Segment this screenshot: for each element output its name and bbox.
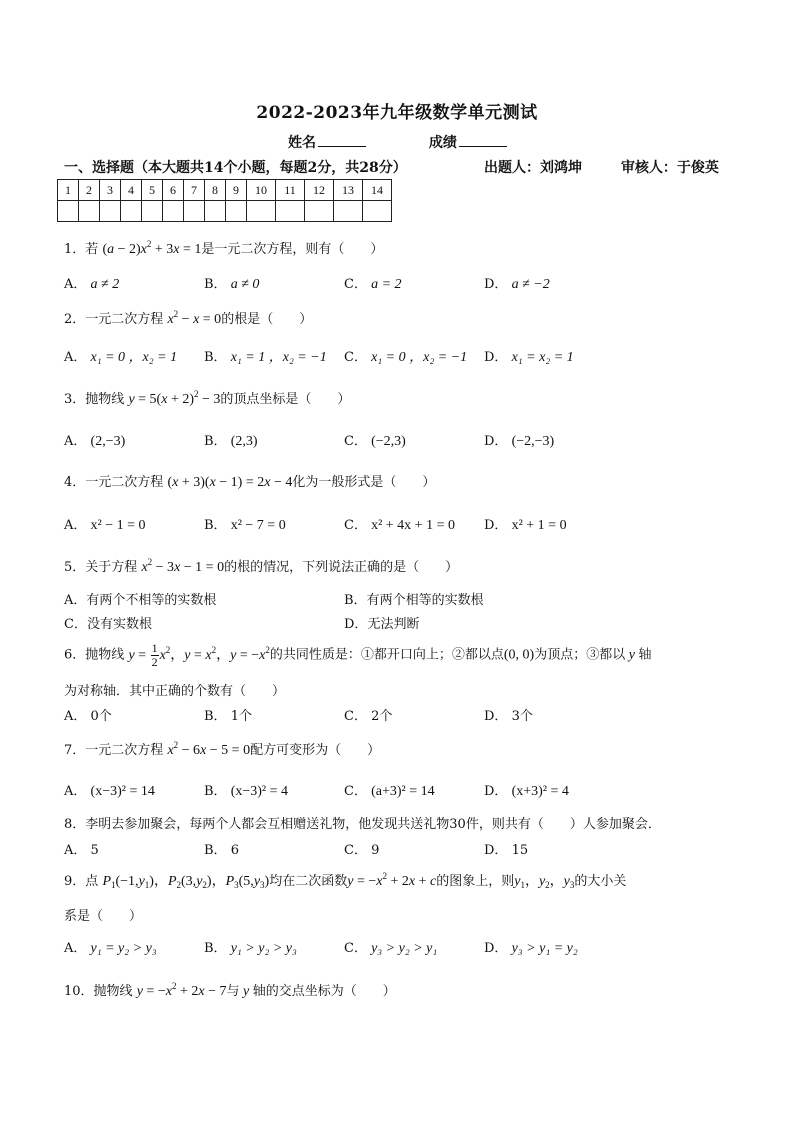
option-a[interactable]: A． 0个: [64, 709, 112, 724]
author-label: 出题人：刘鸿坤: [484, 160, 582, 176]
option-c[interactable]: C． 2个: [344, 709, 393, 724]
answer-cell[interactable]: [226, 201, 247, 222]
option-d[interactable]: D． x₁ = x₂ = 1: [484, 350, 574, 365]
option-b[interactable]: B． (x−3)² = 4: [204, 784, 289, 799]
equation: $y = -x^2 + 2x + c$: [347, 871, 437, 889]
option-d[interactable]: D． x² + 1 = 0: [484, 518, 567, 533]
answer-cell[interactable]: [163, 201, 184, 222]
answer-cell[interactable]: [142, 201, 163, 222]
answer-grid-num: 3: [100, 180, 121, 201]
question-7-options: [64, 780, 744, 798]
question-9-options: [64, 937, 744, 955]
option-b[interactable]: B． 6: [204, 843, 239, 858]
answer-grid-input-row: [58, 201, 392, 222]
question-5-options-row1: [64, 589, 744, 607]
question-4-options: [64, 514, 744, 532]
question-7: 7．一元二次方程 $x^2 - 6x - 5 = 0$配方可变形为（ ）: [64, 740, 381, 758]
option-d[interactable]: D． a ≠ −2: [484, 277, 550, 292]
section-title: 一、选择题（本大题共14个小题，每题2分，共28分）: [64, 160, 407, 176]
option-b[interactable]: B． (2,3): [204, 434, 258, 449]
answer-cell[interactable]: [58, 201, 79, 222]
question-number: 10．: [64, 984, 94, 999]
score-label: 成绩: [428, 135, 457, 151]
answer-cell[interactable]: [100, 201, 121, 222]
option-d[interactable]: D． 3个: [484, 709, 533, 724]
question-number: 5．: [64, 560, 86, 575]
answer-grid-num: 5: [142, 180, 163, 201]
option-a[interactable]: A． (2,−3): [64, 434, 126, 449]
equation: $x^2 - 6x - 5 = 0$: [167, 740, 251, 758]
option-c[interactable]: C． 9: [344, 843, 380, 858]
answer-grid-num: 7: [184, 180, 205, 201]
question-number: 9．: [64, 874, 86, 889]
question-2: 2．一元二次方程 $x^2 - x = 0$的根是（ ）: [64, 309, 313, 327]
option-d[interactable]: D． y₃ > y₁ = y₂: [484, 941, 578, 956]
question-6-line2: 为对称轴．其中正确的个数有（ ）: [64, 684, 286, 699]
option-d[interactable]: D． (x+3)² = 4: [484, 784, 569, 799]
answer-grid-num: 14: [363, 180, 392, 201]
question-number: 2．: [64, 312, 86, 327]
answer-cell[interactable]: [247, 201, 276, 222]
option-c[interactable]: C．没有实数根: [64, 617, 152, 632]
option-c[interactable]: C． y₃ > y₂ > y₁: [344, 941, 438, 956]
equation: $y = -x^2 + 2x - 7$: [136, 981, 227, 999]
answer-grid-num: 8: [205, 180, 226, 201]
question-number: 7．: [64, 743, 86, 758]
question-number: 1．: [64, 242, 86, 257]
option-c[interactable]: C． x² + 4x + 1 = 0: [344, 518, 455, 533]
equation: $x^2 - x = 0$: [167, 309, 222, 327]
option-a[interactable]: A． 5: [64, 843, 99, 858]
question-8: 8．李明去参加聚会，每两个人都会互相赠送礼物，他发现共送礼物30件，则共有（ ）人参加聚会．: [64, 817, 661, 832]
option-b[interactable]: B．有两个相等的实数根: [344, 593, 484, 608]
equation: y = $\frac{1}{2}$ $x^2$，$y = x^2$，$y = -x^2$: [128, 641, 270, 669]
option-d[interactable]: D． (−2,−3): [484, 434, 555, 449]
answer-grid-num: 13: [334, 180, 363, 201]
answer-grid-num: 2: [79, 180, 100, 201]
answer-grid-num: 6: [163, 180, 184, 201]
option-a[interactable]: A． a ≠ 2: [64, 277, 120, 292]
question-10: 10．抛物线 $y = -x^2 + 2x - 7$与 y 轴的交点坐标为（ ）: [64, 981, 396, 999]
option-c[interactable]: C． (−2,3): [344, 434, 406, 449]
option-d[interactable]: D．无法判断: [344, 617, 420, 632]
answer-grid-num: 11: [276, 180, 305, 201]
question-8-options: [64, 839, 744, 857]
question-number: 6．: [64, 647, 86, 663]
answer-grid-num: 10: [247, 180, 276, 201]
answer-grid-num: 12: [305, 180, 334, 201]
score-blank[interactable]: [459, 134, 507, 147]
answer-cell[interactable]: [205, 201, 226, 222]
answer-grid-num: 1: [58, 180, 79, 201]
equation: $(a - 2)x^2 + 3x = 1$: [102, 239, 202, 257]
name-label: 姓名: [288, 135, 316, 151]
answer-grid: [57, 179, 392, 222]
option-b[interactable]: B． a ≠ 0: [204, 277, 260, 292]
question-4: 4．一元二次方程 (x + 3)(x − 1) = 2x − 4化为一般形式是（ ）: [64, 475, 436, 490]
name-score-bar: [288, 132, 507, 152]
option-c[interactable]: C． (a+3)² = 14: [344, 784, 435, 799]
question-5: 5．关于方程 $x^2 - 3x - 1 = 0$的根的情况，下列说法正确的是（ ）: [64, 557, 459, 575]
option-a[interactable]: A． x₁ = 0 ，x₂ = 1: [64, 350, 178, 365]
option-a[interactable]: A．有两个不相等的实数根: [64, 593, 217, 608]
question-number: 8．: [64, 817, 86, 832]
question-2-options: [64, 346, 744, 364]
equation: $x^2 - 3x - 1 = 0$: [141, 557, 225, 575]
question-3-options: [64, 430, 744, 448]
answer-cell[interactable]: [276, 201, 305, 222]
equation: $y = 5(x + 2)^2 - 3$: [128, 389, 221, 407]
option-a[interactable]: A． x² − 1 = 0: [64, 518, 146, 533]
name-blank[interactable]: [318, 134, 366, 147]
question-9: 9．点 $P_1(-1,y_1)$，$P_2(3,y_2)$，$P_3(5,y_3)$均在二次函数$y = -x^2 + 2x + c$的图象上，则$y_1$，$y_2$，$y_3$的大小关: [64, 871, 627, 890]
option-b[interactable]: B． x² − 7 = 0: [204, 518, 286, 533]
question-6: 6．抛物线 y = $\frac{1}{2}$ $x^2$，$y = x^2$，$y = -x^2$的共同性质是：①都开口向上；②都以点(0, 0)为顶点；③都以 y 轴: [64, 641, 652, 669]
points: $P_1(-1,y_1)$，$P_2(3,y_2)$，$P_3(5,y_3)$: [102, 874, 270, 890]
answer-cell[interactable]: [334, 201, 363, 222]
answer-cell[interactable]: [305, 201, 334, 222]
answer-cell[interactable]: [184, 201, 205, 222]
option-c[interactable]: C． x₁ = 0 ，x₂ = −1: [344, 350, 468, 365]
question-6-options: [64, 705, 744, 723]
answer-cell[interactable]: [121, 201, 142, 222]
option-c[interactable]: C． a = 2: [344, 277, 402, 292]
question-number: 4．: [64, 475, 86, 490]
page-title: 2022-2023年九年级数学单元测试: [256, 103, 538, 123]
option-b[interactable]: B． y₁ > y₂ > y₃: [204, 941, 297, 956]
answer-grid-num: 4: [121, 180, 142, 201]
question-9-line2: 系是（ ）: [64, 909, 143, 924]
equation: (x + 3)(x − 1) = 2x − 4: [167, 475, 293, 490]
answer-grid-num: 9: [226, 180, 247, 201]
question-1-options: [64, 273, 744, 291]
option-a[interactable]: A． y₁ = y₂ > y₃: [64, 941, 157, 956]
question-3: 3．抛物线 $y = 5(x + 2)^2 - 3$的顶点坐标是（ ）: [64, 389, 351, 407]
option-b[interactable]: B． x₁ = 1 ，x₂ = −1: [204, 350, 327, 365]
answer-grid-header-row: [58, 180, 392, 201]
option-a[interactable]: A． (x−3)² = 14: [64, 784, 155, 799]
option-b[interactable]: B． 1个: [204, 709, 252, 724]
question-number: 3．: [64, 392, 86, 407]
question-1: 1．若 $(a - 2)x^2 + 3x = 1$是一元二次方程，则有（ ）: [64, 239, 384, 257]
reviewer-label: 审核人：于俊英: [620, 160, 719, 176]
question-5-options-row2: [64, 613, 744, 631]
answer-cell[interactable]: [79, 201, 100, 222]
option-d[interactable]: D． 15: [484, 843, 529, 858]
section-heading: [64, 157, 744, 177]
answer-cell[interactable]: [363, 201, 392, 222]
